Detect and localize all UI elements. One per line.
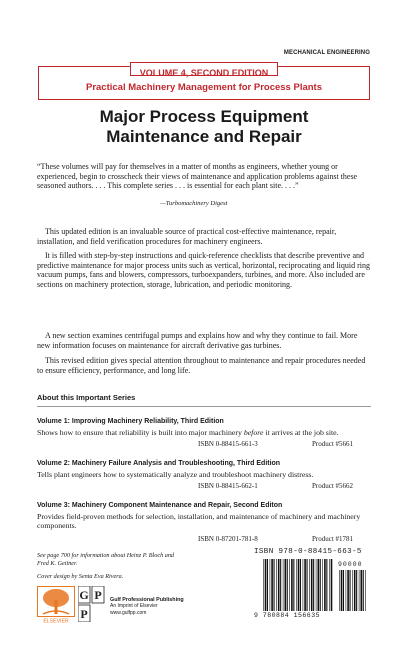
- volume-1-isbn: ISBN 0-88415-661-3: [198, 440, 258, 448]
- publisher-block: [110, 597, 184, 616]
- description-paragraph: It is filled with step-by-step instructions and quick-reference checklists that describe preventive and predictive maintenance for major process units such as vertical, horizontal, reciprocating and liquid ring vacuum pumps, fans and blowers, compressors, turboexpanders, turbines, and more. Also included are sections on machinery protection, storage, lubrication, and periodic monitoring.: [37, 251, 370, 290]
- authors-note: See page 700 for information about Heinz P. Bloch and Fred K. Geitner.: [37, 552, 175, 567]
- barcode-bar: [293, 559, 294, 611]
- barcode-bar: [352, 570, 353, 611]
- series-title: Practical Machinery Management for Process Plants: [85, 82, 322, 93]
- barcode-bar: [303, 559, 304, 611]
- barcode-isbn: ISBN 978-0-88415-663-5: [254, 548, 362, 556]
- gpp-letter: P: [80, 607, 88, 621]
- gpp-letter: G: [79, 588, 89, 602]
- barcode-bar: [271, 559, 273, 611]
- divider: [37, 406, 371, 407]
- barcode-bar: [298, 559, 300, 611]
- barcode-main-bars: [262, 559, 334, 611]
- elsevier-tree-icon: [37, 586, 75, 624]
- category-label: MECHANICAL ENGINEERING: [283, 50, 370, 56]
- volume-3-description: Provides field-proven methods for selection, installation, and maintenance of machinery and machinery components.: [37, 512, 361, 531]
- barcode-block: [254, 548, 372, 624]
- barcode-bar: [304, 559, 306, 611]
- barcode-bar: [276, 559, 277, 611]
- publisher-name: Gulf Professional Publishing: [110, 597, 184, 603]
- barcode-bar: [347, 570, 349, 611]
- barcode-bar: [359, 570, 360, 611]
- gpp-logo-icon: [78, 586, 106, 622]
- book-title: [0, 107, 408, 147]
- volume-2-isbn: ISBN 0-88415-662-1: [198, 482, 258, 490]
- barcode-bar: [300, 559, 301, 611]
- barcode-addon-bars: [338, 570, 368, 611]
- barcode-bar: [309, 559, 310, 611]
- barcode-price-code: 90000: [338, 561, 363, 568]
- volume-1-product: Product #5661: [312, 440, 354, 448]
- volume-edition-label: VOLUME 4, SECOND EDITION: [139, 68, 269, 78]
- barcode-bar: [343, 570, 344, 611]
- description-paragraph: This updated edition is an invaluable source of practical cost-effective maintenance, repair, installation, and field verification procedures for machinery engineers.: [37, 227, 337, 246]
- volume-1-desc-part: Shows how to ensure that reliability is built into major machinery: [37, 428, 244, 437]
- volume-1-description: [37, 428, 371, 437]
- volume-3-product: Product #1781: [312, 535, 354, 543]
- barcode-bar: [320, 559, 321, 611]
- barcode-bar: [285, 559, 287, 611]
- barcode-bar: [311, 559, 313, 611]
- barcode-bar: [363, 570, 364, 611]
- barcode-bar: [287, 559, 288, 611]
- volume-2-title: Volume 2: Machinery Failure Analysis and Troubleshooting, Third Edition: [37, 460, 281, 467]
- description-paragraph: This revised edition gives special attention throughout to maintenance and repair procedures needed to ensure efficiency, performance, and long life.: [37, 356, 366, 375]
- barcode-bar: [356, 570, 357, 611]
- barcode-bar: [318, 559, 320, 611]
- barcode-bar: [296, 559, 297, 611]
- book-title-line1: Major Process Equipment: [99, 107, 309, 126]
- quote-attribution: —Turbomachinery Digest: [160, 200, 228, 207]
- barcode-bar: [322, 559, 323, 611]
- about-series-heading: About this Important Series: [37, 393, 136, 402]
- barcode-bar: [267, 559, 268, 611]
- barcode-bar: [341, 570, 343, 611]
- gpp-logo: [78, 586, 106, 622]
- review-quote: “These volumes will pay for themselves in a matter of months as engineers, whether young or experienced, begin to crosscheck their views of maintenance and application problems against these seasoned authors. . . . This complete series . . . is essential for each plant site. . . .”: [37, 162, 358, 191]
- description-paragraph: A new section examines centrifugal pumps and explains how and why they continue to fail. More new information focuses on maintenance for aircraft derivative gas turbines.: [37, 331, 358, 350]
- barcode-bar: [326, 559, 327, 611]
- barcode-bar: [263, 559, 264, 611]
- barcode-bar: [270, 559, 271, 611]
- barcode-bar: [324, 559, 326, 611]
- volume-3-isbn: ISBN 0-87201-781-8: [198, 535, 258, 543]
- barcode-bar: [278, 559, 280, 611]
- barcode-bar: [346, 570, 347, 611]
- volume-2-product: Product #5662: [312, 482, 354, 490]
- barcode-bar: [361, 570, 363, 611]
- barcode-bar: [265, 559, 267, 611]
- elsevier-wordmark: ELSEVIER: [43, 618, 69, 624]
- barcode-bar: [289, 559, 290, 611]
- volume-1-desc-emphasis: before: [243, 428, 264, 437]
- barcode-bar: [350, 570, 351, 611]
- barcode-bar: [280, 559, 281, 611]
- barcode-bar: [354, 570, 356, 611]
- barcode-bar: [307, 559, 308, 611]
- volume-1-desc-part: it arrives at the job site.: [263, 428, 339, 437]
- volume-2-description: Tells plant engineers how to systematically analyze and troubleshoot machinery distress.: [37, 470, 314, 479]
- volume-edition-tab: [130, 62, 278, 76]
- gpp-letter: P: [94, 588, 102, 602]
- barcode-bar: [316, 559, 317, 611]
- barcode-bar: [313, 559, 314, 611]
- barcode-bar: [291, 559, 293, 611]
- barcode-bar: [339, 570, 340, 611]
- cover-design-note: Cover design by Senta Eva Rivera.: [37, 573, 124, 580]
- publisher-url: www.gulfpp.com: [110, 609, 147, 616]
- barcode-digits: 9 780884 156635: [254, 612, 321, 619]
- volume-3-title: Volume 3: Machinery Component Maintenance and Repair, Second Editon: [37, 502, 283, 509]
- elsevier-logo: [37, 586, 75, 624]
- barcode-bar: [329, 559, 330, 611]
- barcode-bar: [274, 559, 275, 611]
- barcode-bar: [331, 559, 333, 611]
- barcode-bar: [283, 559, 284, 611]
- publisher-imprint: An Imprint of Elsevier: [110, 603, 158, 610]
- volume-1-title: Volume 1: Improving Machinery Reliability, Third Edition: [37, 418, 224, 425]
- barcode-bar: [365, 570, 366, 611]
- book-title-line2: Maintenance and Repair: [106, 127, 302, 146]
